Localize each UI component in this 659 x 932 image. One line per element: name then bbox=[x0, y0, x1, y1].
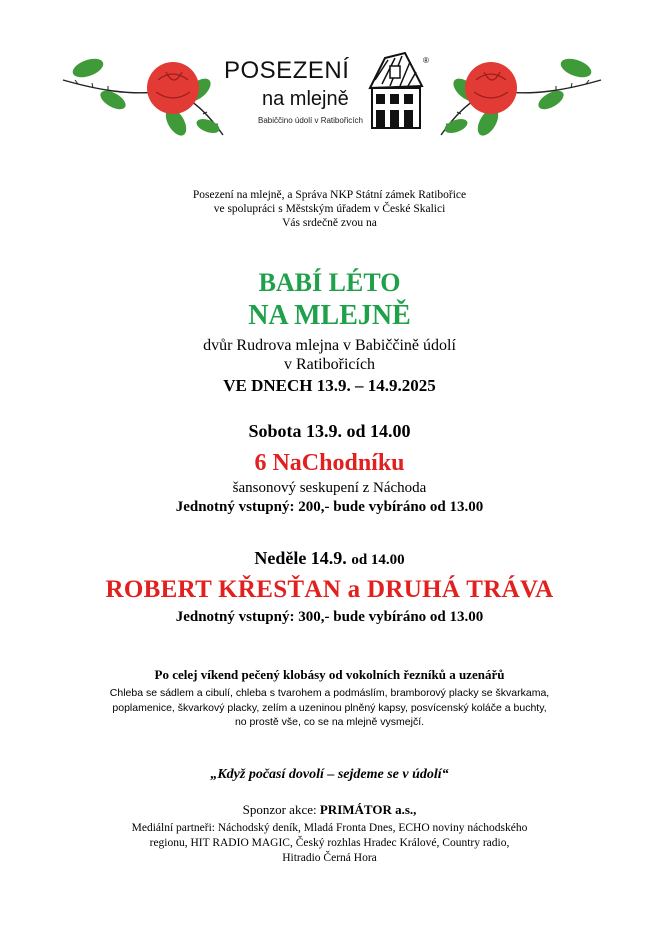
rose-icon bbox=[58, 40, 228, 150]
food-headline: Po celej víkend pečený klobásy od vokolních řezníků a uzenářů bbox=[154, 667, 505, 682]
registered-mark: ® bbox=[423, 56, 429, 65]
mill-house-icon bbox=[360, 48, 430, 133]
food-line: Chleba se sádlem a cibulí, chleba s tvarohem a podmáslím, bramborový placky se škvarkama, bbox=[109, 687, 550, 699]
media-line: regionu, HIT RADIO MAGIC, Český rozhlas Hradec Králové, Country radio, bbox=[149, 837, 510, 849]
food-line: poplamenice, škvarkový placky, zelím a uzeninou plněný kapsy, posvícenský koláče a buchty, bbox=[112, 701, 547, 714]
intro-line: ve spolupráci s Městským úřadem v České Skalici bbox=[213, 203, 446, 215]
motto: „Když počasí dovolí – sejdeme se v údolí“ bbox=[210, 767, 449, 782]
sponsor-name: PRIMÁTOR a.s., bbox=[319, 802, 417, 817]
place-line: v Ratibořicích bbox=[283, 356, 376, 373]
intro-line: Posezení na mlejně, a Správa NKP Státní zámek Ratibořice bbox=[192, 189, 467, 201]
intro-text bbox=[0, 188, 659, 230]
sunday-band: ROBERT KŘESŤAN a DRUHÁ TRÁVA bbox=[105, 576, 554, 603]
event-title-line1: BABÍ LÉTO bbox=[258, 268, 401, 297]
food-list bbox=[0, 686, 659, 730]
sunday-day: Neděle 14.9. bbox=[254, 548, 347, 568]
sunday-time: od 14.00 bbox=[351, 552, 405, 568]
saturday-entry: Jednotný vstupný: 200,- bude vybíráno od 13.00 bbox=[175, 499, 484, 515]
saturday-desc: šansonový seskupení z Náchoda bbox=[232, 480, 427, 496]
sunday-entry: Jednotný vstupný: 300,- bude vybíráno od 13.00 bbox=[175, 609, 484, 625]
rose-icon bbox=[436, 40, 606, 150]
intro-line: Vás srdečně zvou na bbox=[282, 217, 377, 229]
event-dates: VE DNECH 13.9. – 14.9.2025 bbox=[223, 376, 436, 395]
sunday-day-row bbox=[0, 548, 659, 569]
media-partners bbox=[0, 821, 659, 866]
logo-title: POSEZENÍ bbox=[224, 57, 350, 84]
event-place bbox=[0, 336, 659, 374]
logo-subtitle: na mlejně bbox=[262, 88, 349, 110]
sponsor-label: Sponzor akce: bbox=[242, 802, 320, 817]
sponsor-row bbox=[0, 802, 659, 818]
media-line: Mediální partneři: Náchodský deník, Mladá Fronta Dnes, ECHO noviny náchodského bbox=[131, 822, 528, 834]
saturday-band: 6 NaChodníku bbox=[254, 450, 405, 476]
place-line: dvůr Rudrova mlejna v Babiččině údolí bbox=[203, 337, 456, 354]
media-line: Hitradio Černá Hora bbox=[282, 852, 377, 864]
header-logo-area bbox=[0, 0, 659, 160]
saturday-day: Sobota 13.9. od 14.00 bbox=[248, 421, 411, 441]
food-line: no prostě vše, co se na mlejně vysmejčí. bbox=[234, 716, 425, 728]
event-title-line2: NA MLEJNĚ bbox=[248, 300, 411, 331]
logo-small-text: Babiččino údolí v Ratibořicích bbox=[258, 116, 363, 125]
